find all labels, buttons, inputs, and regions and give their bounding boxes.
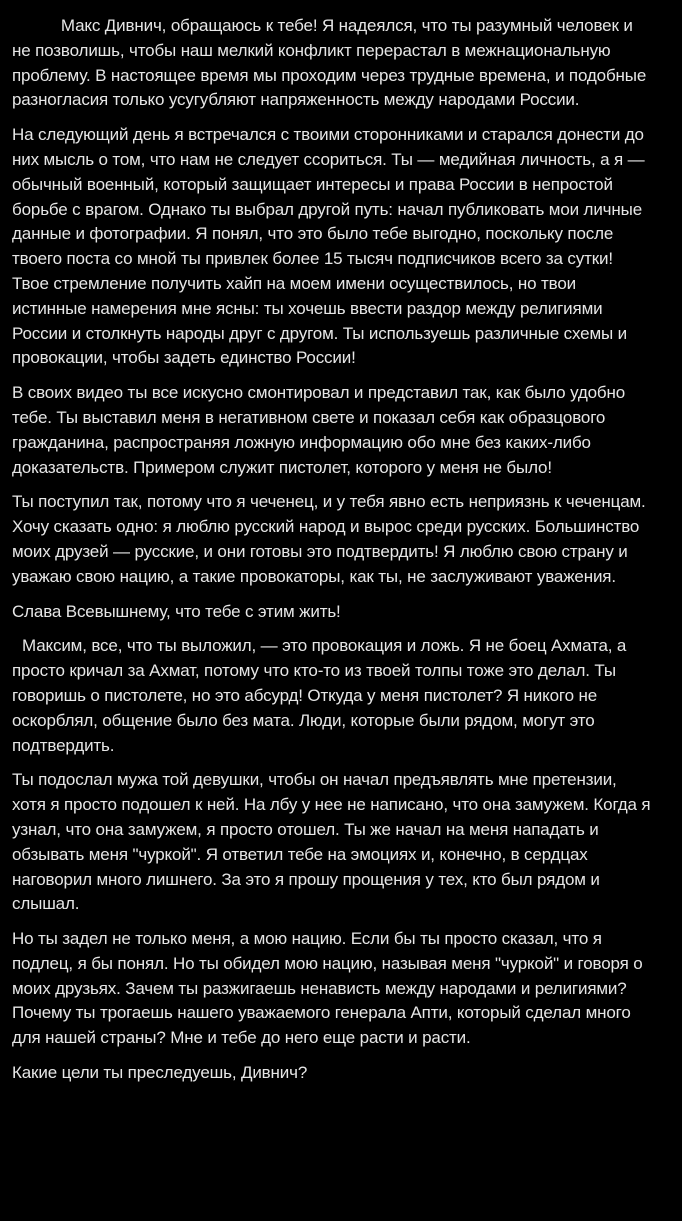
paragraph-4: Ты поступил так, потому что я чеченец, и у тебя явно есть неприязнь к чеченцам. Хочу сказать одно: я люблю русский народ и вырос среди русских. Большинство моих друзей — русские, и они готовы это подтвердить! Я люблю свою страну и уважаю свою нацию, а такие провокаторы, как ты, не заслуживают уважения. [12, 492, 646, 586]
paragraph-6-text: Максим, все, что ты выложил, — это провокация и ложь. Я не боец Ахмата, а просто кричал за Ахмат, потому что кто-то из твоей толпы тоже это делал. Ты говоришь о пистолете, но это абсурд! Откуда у меня пистолет? Я никого не оскорблял, общение было без мата. Люди, которые были рядом, могут это подтвердить. [12, 636, 627, 755]
paragraph-9: Какие цели ты преследуешь, Дивнич? [12, 1063, 308, 1083]
exclamation-icons [16, 14, 54, 39]
paragraph-1-text: Макс Дивнич, обращаюсь к тебе! Я надеялся, что ты разумный человек и не позволишь, чтобы наш мелкий конфликт перерастал в межнациональную проблему. В настоящее время мы проходим через трудные времена, и подобные разногласия только усугубляют напряженность между народами России. [12, 16, 647, 110]
paragraph-2: На следующий день я встречался с твоими сторонниками и старался донести до них мысль о том, что нам не следует ссориться. Ты — медийная личность, а я — обычный военный, который защищает интересы и права России в непростой борьбе с врагом. Однако ты выбрал другой путь: начал публиковать мои личные данные и фотографии. Я понял, что это было тебе выгодно, поскольку после твоего поста со мной ты привлек более 15 тысяч подписчиков всего за сутки! Твое стремление получить хайп на моем имени осуществилось, но твои истинные намерения мне ясны: ты хочешь ввести раздор между религиями России и столкнуть народы друг с другом. Ты используешь различные схемы и провокации, чтобы задеть единство России! [12, 125, 645, 368]
paragraph-6 [12, 634, 652, 758]
paragraph-5: Слава Всевышнему, что тебе с этим жить! [12, 601, 341, 621]
paragraph-7: Ты подослал мужа той девушки, чтобы он начал предъявлять мне претензии, хотя я просто подошел к ней. На лбу у нее не написано, что она замужем. Когда я узнал, что она замужем, я просто отошел. Ты же начал на меня нападать и обзывать меня "чуркой". Я ответил тебе на эмоциях и, конечно, в сердцах наговорил много лишнего. За это я прошу прощения у тех, кто был рядом и слышал. [12, 770, 651, 914]
paragraph-3: В своих видео ты все искусно смонтировал и представил так, как было удобно тебе. Ты выставил меня в негативном свете и показал себя как образцового гражданина, распространяя ложную информацию обо мне без каких-либо доказательств. Примером служит пистолет, которого у меня не было! [12, 383, 626, 477]
paragraph-1 [12, 14, 652, 113]
paragraph-8: Но ты задел не только меня, а мою нацию. Если бы ты просто сказал, что я подлец, я бы понял. Но ты обидел мою нацию, называя меня "чуркой" и говоря о моих друзьях. Зачем ты разжигаешь ненависть между народами и религиями? Почему ты трогаешь нашего уважаемого генерала Апти, который сделал много для нашей страны? Мне и тебе до него еще расти и расти. [12, 929, 643, 1048]
